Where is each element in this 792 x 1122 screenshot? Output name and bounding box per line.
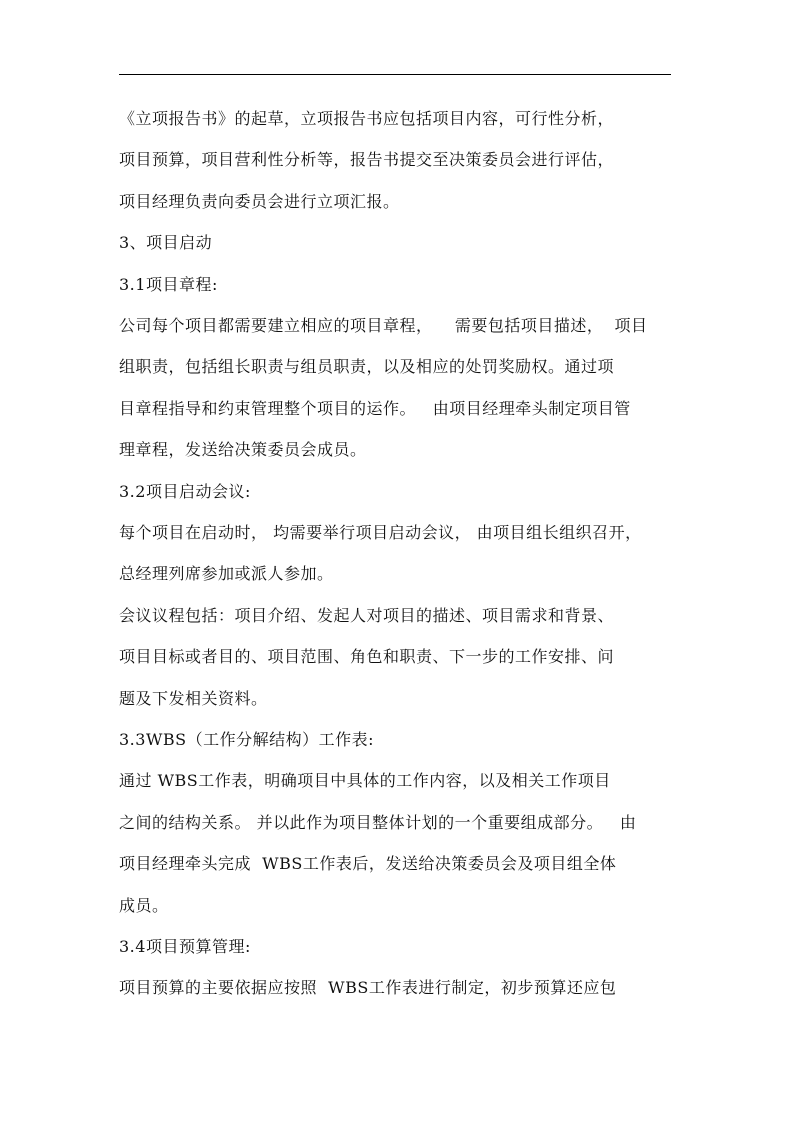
paragraph-line: 通过 WBS工作表，明确项目中具体的工作内容，以及相关工作项目 bbox=[119, 771, 611, 790]
paragraph-line: 组职责，包括组长职责与组员职责，以及相应的处罚奖励权。通过项 bbox=[119, 357, 615, 376]
paragraph-line: 成员。 bbox=[119, 896, 169, 915]
paragraph-line: 《立项报告书》的起草，立项报告书应包括项目内容，可行性分析， bbox=[119, 109, 615, 128]
paragraph-line: 项目预算的主要依据应按照 WBS工作表进行制定，初步预算还应包 bbox=[119, 978, 617, 997]
paragraph-line: 题及下发相关资料。 bbox=[119, 689, 268, 708]
paragraph-line: 之间的结构关系。 并以此作为项目整体计划的一个重要组成部分。 由 bbox=[119, 813, 637, 832]
header-rule bbox=[119, 74, 671, 75]
subsection-heading: 3.2项目启动会议: bbox=[119, 482, 251, 501]
paragraph-line: 项目目标或者目的、项目范围、角色和职责、下一步的工作安排、问 bbox=[119, 647, 615, 666]
paragraph-line: 每个项目在启动时， 均需要举行项目启动会议， 由项目组长组织召开， bbox=[119, 523, 642, 542]
subsection-heading: 3.3WBS（工作分解结构）工作表: bbox=[119, 730, 375, 749]
paragraph-line: 项目经理负责向委员会进行立项汇报。 bbox=[119, 192, 400, 211]
paragraph-line: 目章程指导和约束管理整个项目的运作。 由项目经理牵头制定项目管 bbox=[119, 399, 631, 418]
paragraph-line: 会议议程包括：项目介绍、发起人对项目的描述、项目需求和背景、 bbox=[119, 606, 615, 625]
paragraph-line: 项目经理牵头完成 WBS工作表后，发送给决策委员会及项目组全体 bbox=[119, 854, 617, 873]
section-heading: 3、项目启动 bbox=[119, 233, 213, 252]
paragraph-line: 项目预算，项目营利性分析等，报告书提交至决策委员会进行评估， bbox=[119, 150, 615, 169]
subsection-heading: 3.1项目章程: bbox=[119, 275, 218, 294]
paragraph-line: 公司每个项目都需要建立相应的项目章程， 需要包括项目描述， 项目 bbox=[119, 316, 648, 335]
paragraph-line: 总经理列席参加或派人参加。 bbox=[119, 564, 334, 583]
paragraph-line: 理章程，发送给决策委员会成员。 bbox=[119, 440, 367, 459]
subsection-heading: 3.4项目预算管理: bbox=[119, 937, 251, 956]
